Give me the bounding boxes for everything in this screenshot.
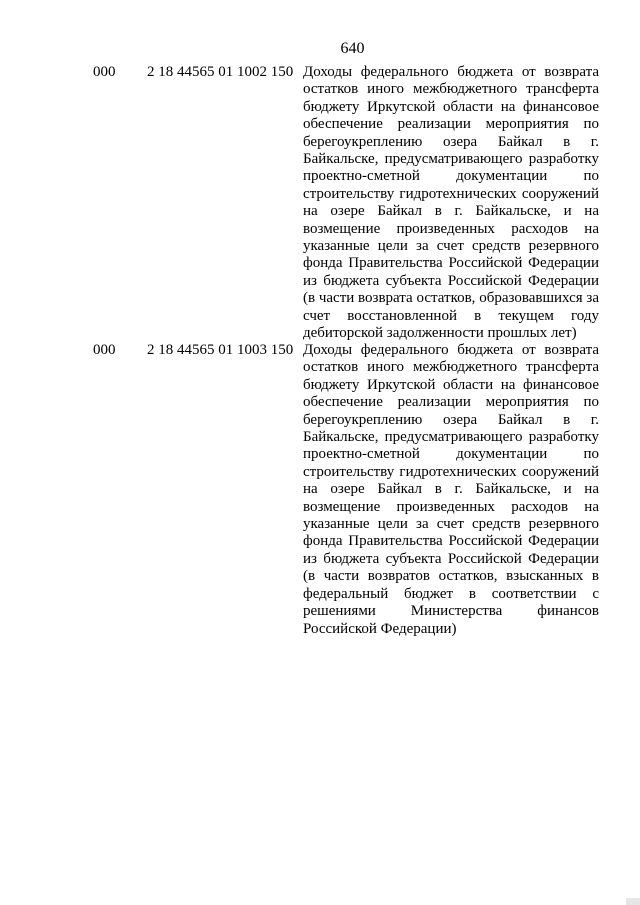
budget-classification-code: 2 18 44565 01 1002 150	[147, 64, 294, 80]
income-description: Доходы федерального бюджета от возврата остатков иного межбюджетного трансферта бюджету Иркутской области на финансовое обеспечение реализации мероприятия по берегоукреплению озера Байкал в г. Байкальске, предусматривающего разработку проектно-сметной документации по строительству гидротехнических сооружений на озере Байкал в г. Байкальске, и на возмещение произведенных расходов на указанные цели за счет средств резервного фонда Правительства Российской Федерации из бюджета субъекта Российской Федерации (в части возвратов остатков, взысканных в федеральный бюджет в соответствии с решениями Министерства финансов Российской Федерации)	[303, 342, 599, 637]
page-number: 640	[340, 40, 365, 57]
admin-code: 000	[93, 342, 116, 358]
income-description: Доходы федерального бюджета от возврата остатков иного межбюджетного трансферта бюджету Иркутской области на финансовое обеспечение реализации мероприятия по берегоукреплению озера Байкал в г. Байкальске, предусматривающего разработку проектно-сметной документации по строительству гидротехнических сооружений на озере Байкал в г. Байкальске, и на возмещение произведенных расходов на указанные цели за счет средств резервного фонда Правительства Российской Федерации из бюджета субъекта Российской Федерации (в части возврата остатков, образовавшихся за счет восстановленной в текущем году дебиторской задолженности прошлых лет)	[303, 64, 599, 342]
budget-classification-code: 2 18 44565 01 1003 150	[147, 342, 294, 358]
admin-code: 000	[93, 64, 116, 80]
scan-edge-mark	[626, 898, 640, 905]
